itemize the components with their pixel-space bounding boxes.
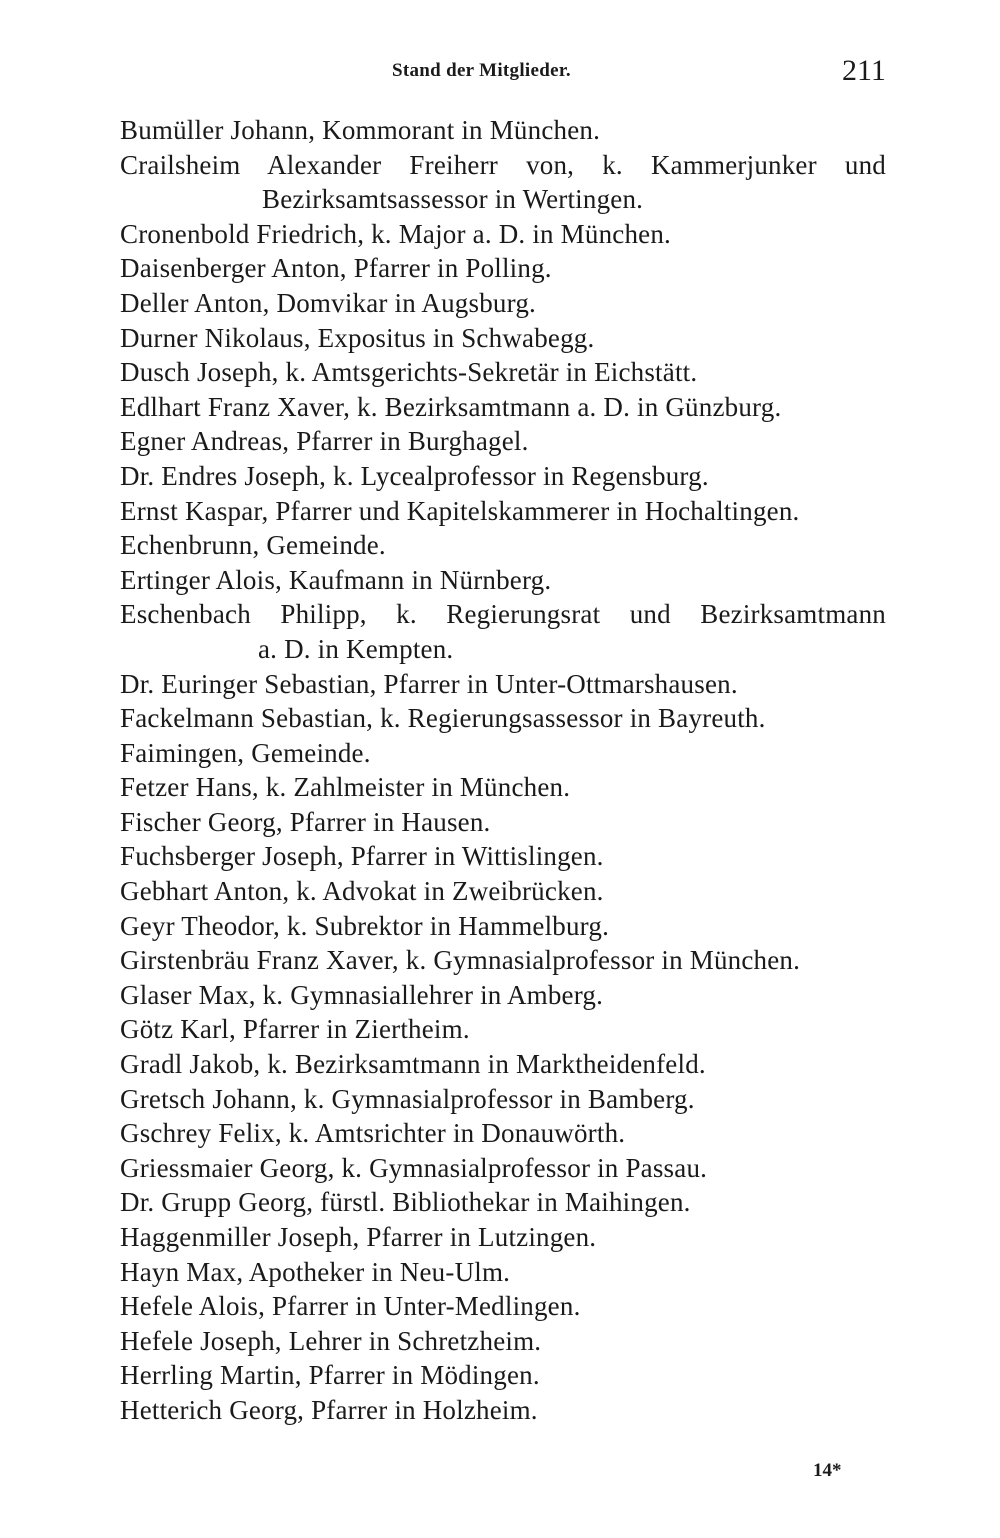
entry-text: Girstenbräu Franz Xaver, k. Gymnasialprofessor in München. — [120, 945, 801, 976]
member-entry — [0, 355, 1000, 390]
member-entry — [0, 1289, 1000, 1324]
entry-text: Deller Anton, Domvikar in Augsburg. — [120, 287, 536, 318]
member-entry — [0, 1116, 1000, 1151]
entry-text: Crailsheim Alexander Freiherr von, k. Kammerjunker und — [120, 149, 886, 180]
entry-continuation: a. D. in Kempten. — [258, 633, 454, 664]
entry-text: Daisenberger Anton, Pfarrer in Polling. — [120, 253, 552, 284]
entry-text: Hefele Joseph, Lehrer in Schretzheim. — [120, 1325, 542, 1356]
entry-text: Götz Karl, Pfarrer in Ziertheim. — [120, 1014, 470, 1045]
member-entry — [0, 943, 1000, 978]
entry-text: Durner Nikolaus, Expositus in Schwabegg. — [120, 322, 595, 353]
member-entry — [0, 390, 1000, 425]
entry-text: Hetterich Georg, Pfarrer in Holzheim. — [120, 1394, 538, 1425]
entry-text: Fackelmann Sebastian, k. Regierungsassessor in Bayreuth. — [120, 703, 766, 734]
entry-text: Dr. Endres Joseph, k. Lycealprofessor in Regensburg. — [120, 460, 709, 491]
member-entry — [0, 1393, 1000, 1428]
member-entry — [0, 1185, 1000, 1220]
entry-text: Hayn Max, Apotheker in Neu-Ulm. — [120, 1256, 511, 1287]
entry-text: Herrling Martin, Pfarrer in Mödingen. — [120, 1360, 540, 1391]
entry-text: Dr. Grupp Georg, fürstl. Bibliothekar in Maihingen. — [120, 1187, 691, 1218]
member-entry — [0, 1220, 1000, 1255]
entry-text: Faimingen, Gemeinde. — [120, 737, 371, 768]
entry-text: Gretsch Johann, k. Gymnasialprofessor in Bamberg. — [120, 1083, 695, 1114]
member-entry — [0, 563, 1000, 598]
member-entry — [0, 978, 1000, 1013]
member-entry — [0, 667, 1000, 702]
entry-text: Edlhart Franz Xaver, k. Bezirksamtmann a. D. in Günzburg. — [120, 391, 782, 422]
member-entry — [0, 494, 1000, 529]
entry-continuation: Bezirksamtsassessor in Wertingen. — [262, 184, 644, 215]
page-number: 211 — [842, 54, 886, 87]
entry-text: Geyr Theodor, k. Subrektor in Hammelburg. — [120, 910, 610, 941]
entry-text: Gradl Jakob, k. Bezirksamtmann in Marktheidenfeld. — [120, 1049, 706, 1080]
entry-text: Gschrey Felix, k. Amtsrichter in Donauwörth. — [120, 1118, 626, 1149]
entry-text: Ernst Kaspar, Pfarrer und Kapitelskammerer in Hochaltingen. — [120, 495, 800, 526]
running-title: Stand der Mitglieder. — [392, 60, 571, 81]
entry-text: Eschenbach Philipp, k. Regierungsrat und Bezirksamtmann — [120, 599, 886, 630]
member-entry — [0, 1012, 1000, 1047]
entry-text: Hefele Alois, Pfarrer in Unter-Medlingen. — [120, 1291, 581, 1322]
member-entry — [0, 770, 1000, 805]
member-entry — [0, 286, 1000, 321]
entry-text: Fetzer Hans, k. Zahlmeister in München. — [120, 772, 571, 803]
entry-text: Gebhart Anton, k. Advokat in Zweibrücken. — [120, 876, 604, 907]
entry-text: Egner Andreas, Pfarrer in Burghagel. — [120, 426, 529, 457]
member-entry — [0, 217, 1000, 252]
entry-text: Fischer Georg, Pfarrer in Hausen. — [120, 806, 491, 837]
entry-text: Echenbrunn, Gemeinde. — [120, 530, 386, 561]
member-entry — [0, 321, 1000, 356]
member-entry — [0, 1358, 1000, 1393]
member-entry — [0, 701, 1000, 736]
entry-text: Cronenbold Friedrich, k. Major a. D. in München. — [120, 218, 671, 249]
member-entry — [0, 1082, 1000, 1117]
member-entry — [0, 736, 1000, 771]
entry-text: Ertinger Alois, Kaufmann in Nürnberg. — [120, 564, 552, 595]
member-entry — [0, 1255, 1000, 1290]
entry-text: Dr. Euringer Sebastian, Pfarrer in Unter-Ottmarshausen. — [120, 668, 738, 699]
member-entry — [0, 424, 1000, 459]
member-entry — [0, 113, 1000, 148]
member-entry — [0, 805, 1000, 840]
member-entry — [0, 528, 1000, 563]
member-list — [0, 113, 1000, 1428]
entry-text: Griessmaier Georg, k. Gymnasialprofessor in Passau. — [120, 1152, 708, 1183]
entry-text: Bumüller Johann, Kommorant in München. — [120, 115, 601, 145]
member-entry — [0, 1151, 1000, 1186]
member-entry — [0, 597, 1000, 666]
entry-text: Dusch Joseph, k. Amtsgerichts-Sekretär in Eichstätt. — [120, 357, 698, 388]
member-entry — [0, 1324, 1000, 1359]
member-entry — [0, 459, 1000, 494]
member-entry — [0, 909, 1000, 944]
member-entry — [0, 251, 1000, 286]
entry-text: Glaser Max, k. Gymnasiallehrer in Amberg. — [120, 979, 604, 1010]
entry-text: Fuchsberger Joseph, Pfarrer in Wittislingen. — [120, 841, 604, 872]
signature-mark: 14* — [813, 1460, 842, 1481]
entry-text: Haggenmiller Joseph, Pfarrer in Lutzingen. — [120, 1222, 597, 1252]
member-entry — [0, 1047, 1000, 1082]
member-entry — [0, 874, 1000, 909]
member-entry — [0, 839, 1000, 874]
member-entry — [0, 148, 1000, 217]
